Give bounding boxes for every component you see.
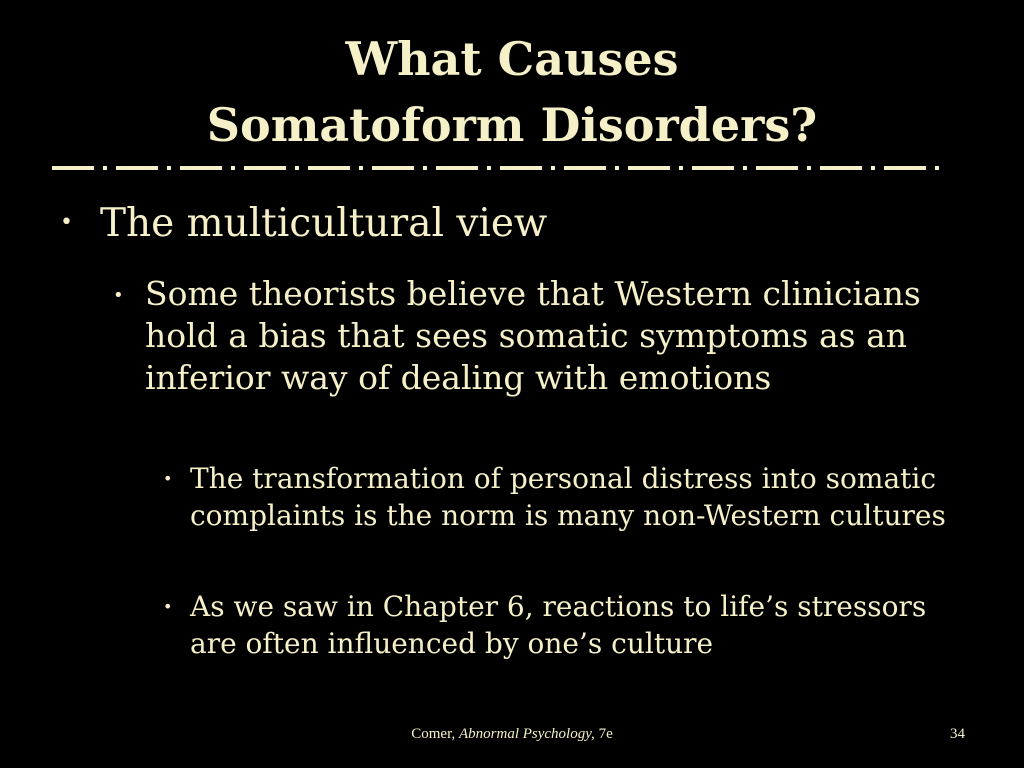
divider-dot <box>167 166 171 170</box>
page-number: 34 <box>950 726 965 742</box>
divider-dash <box>52 166 94 170</box>
divider-dot <box>423 166 427 170</box>
divider-dot <box>807 166 811 170</box>
divider-dot <box>551 166 555 170</box>
slide-title <box>0 26 1024 158</box>
bullet-level-2 <box>113 273 973 399</box>
bullet-level-3-chapter-6 <box>163 588 983 662</box>
divider-dot <box>615 166 619 170</box>
divider-dot <box>935 166 939 170</box>
footer-book-title: Abnormal Psychology, <box>458 726 595 742</box>
divider-dash <box>884 166 926 170</box>
slide-footer <box>0 726 1024 743</box>
divider-dash <box>564 166 606 170</box>
footer-author: Comer, <box>411 726 456 742</box>
divider-dash <box>372 166 414 170</box>
divider-dash <box>756 166 798 170</box>
bullet-dot-icon: • <box>163 469 173 488</box>
divider-dot <box>487 166 491 170</box>
divider-dot <box>295 166 299 170</box>
divider-dash <box>500 166 542 170</box>
divider-dot <box>359 166 363 170</box>
bullet-dot-icon: • <box>163 597 173 616</box>
divider-dash <box>180 166 222 170</box>
bullet-text-multicultural-view: The multicultural view <box>100 201 548 246</box>
divider-dot <box>103 166 107 170</box>
divider-dash <box>692 166 734 170</box>
bullet-level-3-transformation <box>163 460 983 534</box>
bullet-dot-icon: • <box>60 210 73 235</box>
divider-dash <box>308 166 350 170</box>
bullet-level-1 <box>60 198 980 250</box>
title-line-1: What Causes <box>345 32 679 86</box>
divider-dash <box>820 166 862 170</box>
divider-dash <box>436 166 478 170</box>
bullet-text-western-bias: Some theorists believe that Western clinicians hold a bias that sees somatic symptoms as an inferior way of dealing with emotions <box>145 274 921 397</box>
divider-dot <box>679 166 683 170</box>
divider-dash <box>116 166 158 170</box>
title-line-2: Somatoform Disorders? <box>206 98 818 152</box>
bullet-text-chapter-6: As we saw in Chapter 6, reactions to life’s stressors are often influenced by one’s culture <box>190 590 927 660</box>
footer-edition: 7e <box>598 726 613 742</box>
divider-dash <box>244 166 286 170</box>
divider-dot <box>231 166 235 170</box>
title-divider <box>52 165 974 173</box>
divider-dot <box>871 166 875 170</box>
bullet-text-transformation: The transformation of personal distress into somatic complaints is the norm is many non-Western cultures <box>190 462 946 532</box>
divider-dash <box>628 166 670 170</box>
bullet-dot-icon: • <box>113 285 124 306</box>
divider-dot <box>743 166 747 170</box>
